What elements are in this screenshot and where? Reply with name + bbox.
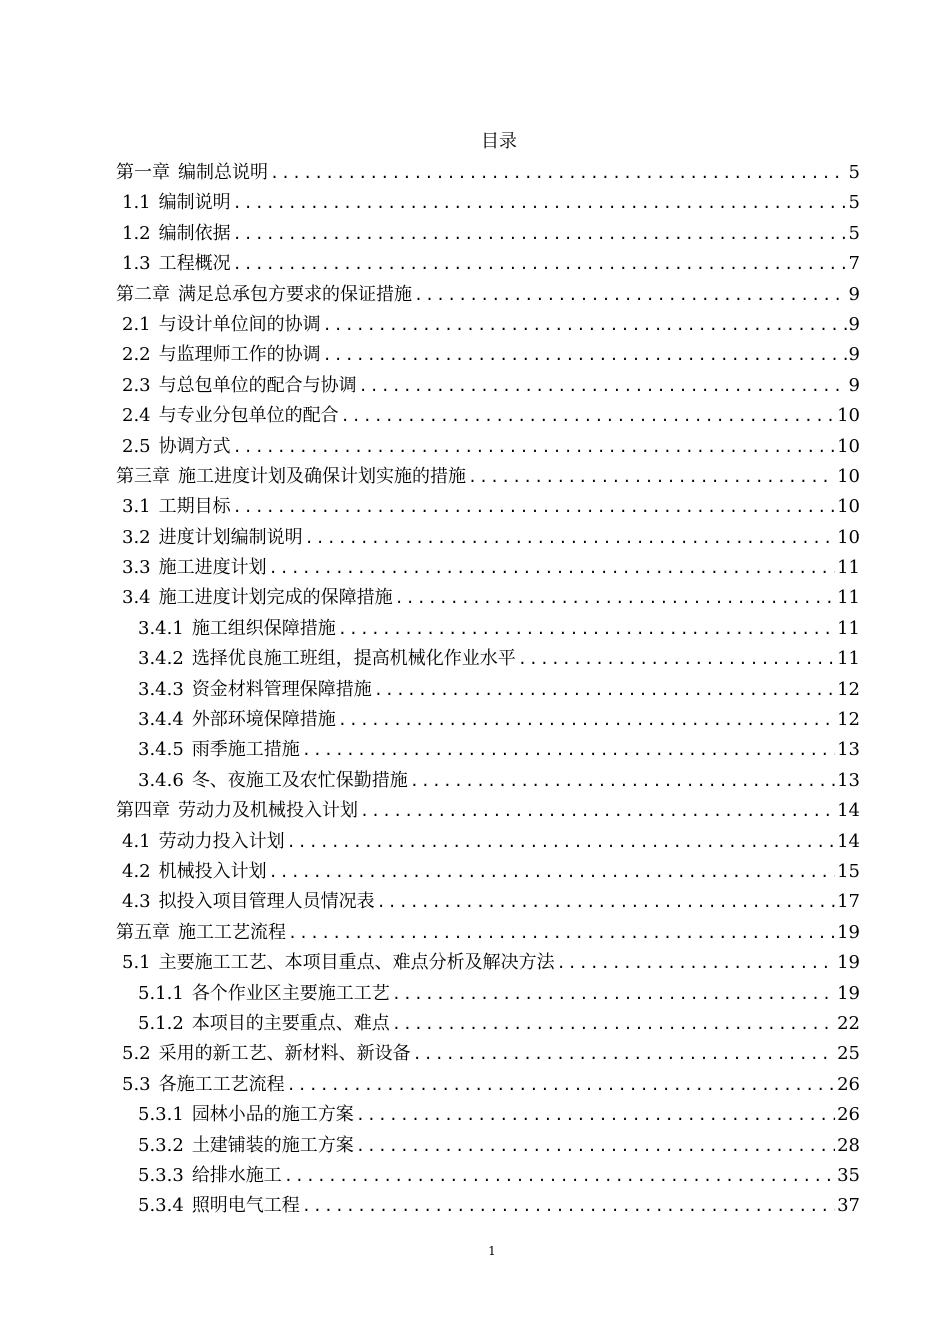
toc-entry[interactable]	[116, 979, 860, 1009]
toc-entry-title: 冬、夜施工及农忙保勤措施	[191, 769, 408, 791]
toc-entry[interactable]	[116, 340, 860, 370]
toc-entry[interactable]	[116, 1039, 860, 1069]
toc-entry-number: 3.4.1	[138, 617, 184, 639]
toc-entry-title: 外部环境保障措施	[191, 709, 336, 731]
toc-entry-page: 13	[837, 769, 860, 791]
toc-dot-leader	[269, 857, 835, 887]
toc-entry[interactable]	[116, 918, 860, 948]
toc-entry-number: 第一章	[116, 162, 170, 183]
toc-entry-title: 满足总承包方要求的保证措施	[178, 283, 412, 305]
toc-entry-page: 35	[837, 1164, 860, 1186]
toc-entry[interactable]	[116, 1070, 860, 1100]
toc-entry-number: 5.3.2	[138, 1134, 184, 1156]
toc-entry-title: 各个作业区主要施工工艺	[191, 982, 390, 1004]
toc-dot-leader	[413, 1039, 835, 1069]
toc-dot-leader	[392, 1009, 835, 1039]
toc-entry-title: 劳动力投入计划	[158, 830, 285, 852]
toc-entry[interactable]	[116, 887, 860, 917]
toc-entry[interactable]	[116, 1100, 860, 1130]
toc-entry-page: 37	[837, 1195, 860, 1217]
toc-dot-leader	[395, 583, 835, 613]
toc-entry[interactable]	[116, 219, 860, 249]
toc-dot-leader	[233, 249, 847, 279]
toc-dot-leader	[284, 1161, 835, 1191]
toc-entry-page: 10	[837, 405, 860, 427]
toc-entry-page: 11	[837, 617, 860, 639]
toc-entry-page: 15	[837, 860, 860, 882]
toc-entry-title: 采用的新工艺、新材料、新设备	[158, 1043, 411, 1065]
toc-entry-page: 26	[837, 1073, 860, 1095]
toc-dot-leader	[414, 280, 847, 310]
toc-entry-page: 11	[837, 587, 860, 609]
toc-entry-title: 编制说明	[158, 192, 231, 214]
toc-entry-page: 9	[848, 374, 860, 396]
toc-entry-number: 4.2	[122, 860, 151, 882]
toc-entry-page: 5	[848, 222, 860, 244]
toc-entry-number: 2.3	[122, 374, 151, 396]
toc-entry-number: 3.4.4	[138, 709, 184, 731]
toc-entry-title: 工期目标	[158, 496, 231, 518]
toc-entry-number: 2.2	[122, 344, 151, 366]
toc-entry-number: 5.1	[122, 952, 151, 974]
toc-entry-title: 与总包单位的配合与协调	[158, 374, 357, 396]
toc-entry-title: 工程概况	[158, 253, 231, 275]
toc-entry-number: 3.4.6	[138, 769, 184, 791]
toc-dot-leader	[518, 644, 835, 674]
toc-entry-page: 5	[848, 192, 860, 214]
toc-entry-page: 12	[837, 678, 860, 700]
toc-entry-number: 2.1	[122, 313, 151, 335]
toc-entry-title: 拟投入项目管理人员情况表	[158, 891, 375, 913]
toc-entry-title: 施工进度计划及确保计划实施的措施	[178, 465, 466, 487]
toc-dot-leader	[287, 1070, 835, 1100]
toc-entry[interactable]	[116, 857, 860, 887]
toc-entry-page: 19	[837, 982, 860, 1004]
toc-entry-page: 12	[837, 709, 860, 731]
toc-entry-number: 3.1	[122, 496, 151, 518]
toc-entry-number: 5.3.1	[138, 1104, 184, 1126]
toc-entry[interactable]	[116, 158, 860, 188]
toc-entry[interactable]	[116, 1191, 860, 1221]
toc-entry[interactable]	[116, 492, 860, 522]
page-title: 目录	[481, 131, 517, 152]
toc-entry-number: 4.3	[122, 891, 151, 913]
toc-dot-leader	[557, 948, 835, 978]
toc-entry-number: 2.4	[122, 405, 151, 427]
toc-entry-title: 施工进度计划完成的保障措施	[158, 587, 393, 609]
toc-entry-title: 机械投入计划	[158, 860, 267, 882]
toc-entry[interactable]	[116, 644, 860, 674]
toc-dot-leader	[338, 614, 835, 644]
toc-entry-title: 本项目的主要重点、难点	[191, 1012, 390, 1034]
toc-entry-number: 4.1	[122, 830, 151, 852]
toc-entry-title: 施工工艺流程	[178, 921, 286, 943]
toc-entry-page: 10	[837, 435, 860, 457]
toc-entry-page: 14	[837, 800, 860, 822]
toc-dot-leader	[287, 827, 835, 857]
toc-entry[interactable]	[116, 705, 860, 735]
toc-dot-leader	[338, 705, 835, 735]
toc-entry-page: 22	[837, 1012, 860, 1034]
toc-entry-title: 与设计单位间的协调	[158, 313, 321, 335]
toc-entry-title: 主要施工工艺、本项目重点、难点分析及解决方法	[158, 952, 555, 974]
toc-entry-page: 10	[837, 526, 860, 548]
toc-entry-page: 11	[837, 557, 860, 579]
toc-entry-page: 10	[837, 496, 860, 518]
toc-entry-page: 19	[837, 952, 860, 974]
toc-entry-number: 5.1.2	[138, 1012, 184, 1034]
toc-dot-leader	[305, 523, 835, 553]
toc-dot-leader	[323, 340, 847, 370]
toc-entry-number: 第二章	[116, 283, 170, 305]
toc-entry-number: 3.4.3	[138, 678, 184, 700]
toc-entry-number: 第五章	[116, 921, 170, 943]
toc-dot-leader	[356, 1100, 835, 1130]
toc-entry-number: 3.4	[122, 587, 151, 609]
toc-entry-number: 5.3	[122, 1073, 151, 1095]
toc-entry-number: 2.5	[122, 435, 151, 457]
toc-dot-leader	[233, 188, 847, 218]
toc-entry[interactable]	[116, 675, 860, 705]
toc-dot-leader	[392, 979, 835, 1009]
toc-entry-page: 9	[848, 344, 860, 366]
toc-entry-title: 编制总说明	[178, 162, 268, 183]
toc-entry-number: 5.1.1	[138, 982, 184, 1004]
toc-entry-page: 9	[848, 313, 860, 335]
toc-dot-leader	[377, 887, 835, 917]
toc-dot-leader	[233, 432, 835, 462]
toc-entry-number: 1.1	[122, 192, 151, 214]
toc-entry-number: 3.3	[122, 557, 151, 579]
toc-entry-title: 进度计划编制说明	[158, 526, 303, 548]
toc-entry-title: 与专业分包单位的配合	[158, 405, 339, 427]
toc-entry-title: 施工组织保障措施	[191, 617, 336, 639]
toc-entry[interactable]	[116, 614, 860, 644]
toc-entry[interactable]	[116, 1009, 860, 1039]
toc-entry-page: 19	[837, 921, 860, 943]
toc-entry-number: 3.4.5	[138, 739, 184, 761]
toc-dot-leader	[356, 1131, 835, 1161]
toc-dot-leader	[302, 735, 835, 765]
toc-entry-title: 园林小品的施工方案	[191, 1104, 354, 1126]
toc-entry[interactable]	[116, 766, 860, 796]
toc-dot-leader	[233, 219, 847, 249]
toc-entry-number: 5.2	[122, 1043, 151, 1065]
toc-dot-leader	[323, 310, 847, 340]
toc-entry[interactable]	[116, 523, 860, 553]
toc-entry-page: 28	[837, 1134, 860, 1156]
toc-entry-title: 雨季施工措施	[191, 739, 300, 761]
toc-entry-page: 7	[848, 253, 860, 275]
toc-entry-number: 5.3.3	[138, 1164, 184, 1186]
toc-entry-number: 1.3	[122, 253, 151, 275]
toc-entry[interactable]	[116, 553, 860, 583]
toc-dot-leader	[410, 766, 835, 796]
toc-dot-leader	[302, 1191, 835, 1221]
toc-entry-title: 资金材料管理保障措施	[191, 678, 372, 700]
toc-entry-page: 5	[848, 162, 860, 183]
toc-dot-leader	[233, 492, 835, 522]
toc-dot-leader	[360, 796, 835, 826]
toc-entry-page: 13	[837, 739, 860, 761]
toc-entry-page: 25	[837, 1043, 860, 1065]
toc-entry[interactable]	[116, 280, 860, 310]
toc-entry-page: 17	[837, 891, 860, 913]
toc-entry[interactable]	[116, 948, 860, 978]
toc-entry-page: 9	[848, 283, 860, 305]
toc-dot-leader	[341, 401, 835, 431]
toc-entry[interactable]	[116, 371, 860, 401]
toc-entry[interactable]	[116, 1131, 860, 1161]
toc-entry-page: 14	[837, 830, 860, 852]
toc-entry-title: 编制依据	[158, 222, 231, 244]
toc-entry-title: 选择优良施工班组，提高机械化作业水平	[191, 648, 516, 670]
toc-entry-number: 3.2	[122, 526, 151, 548]
toc-entry-number: 第三章	[116, 465, 170, 487]
toc-dot-leader	[374, 675, 835, 705]
toc-entry[interactable]	[116, 735, 860, 765]
toc-entry[interactable]	[116, 827, 860, 857]
toc-entry-title: 各施工工艺流程	[158, 1073, 285, 1095]
toc-entry-page: 11	[837, 648, 860, 670]
toc-entry[interactable]	[116, 462, 860, 492]
toc-entry[interactable]	[116, 249, 860, 279]
toc-entry[interactable]	[116, 432, 860, 462]
toc-entry-title: 土建铺装的施工方案	[191, 1134, 354, 1156]
toc-entry[interactable]	[116, 188, 860, 218]
toc-entry-title: 照明电气工程	[191, 1195, 300, 1217]
toc-dot-leader	[269, 553, 835, 583]
toc-entry-title: 协调方式	[158, 435, 231, 457]
toc-dot-leader	[359, 371, 847, 401]
toc-entry-number: 第四章	[116, 800, 170, 822]
toc-entry[interactable]	[116, 1161, 860, 1191]
toc-dot-leader	[468, 462, 835, 492]
toc-entry-title: 给排水施工	[191, 1164, 282, 1186]
toc-entry-number: 5.3.4	[138, 1195, 184, 1217]
toc-dot-leader	[288, 918, 835, 948]
toc-entry[interactable]	[116, 310, 860, 340]
toc-entry-title: 与监理师工作的协调	[158, 344, 321, 366]
toc-entry[interactable]	[116, 583, 860, 613]
toc-entry-number: 3.4.2	[138, 648, 184, 670]
toc-entry[interactable]	[116, 796, 860, 826]
toc-entry-page: 26	[837, 1104, 860, 1126]
toc-dot-leader	[270, 158, 847, 188]
table-of-contents	[116, 158, 860, 1222]
toc-entry-title: 施工进度计划	[158, 557, 267, 579]
toc-entry-page: 10	[837, 465, 860, 487]
toc-entry[interactable]	[116, 401, 860, 431]
page-number: 1	[488, 1244, 496, 1258]
toc-entry-number: 1.2	[122, 222, 151, 244]
toc-entry-title: 劳动力及机械投入计划	[178, 800, 358, 822]
